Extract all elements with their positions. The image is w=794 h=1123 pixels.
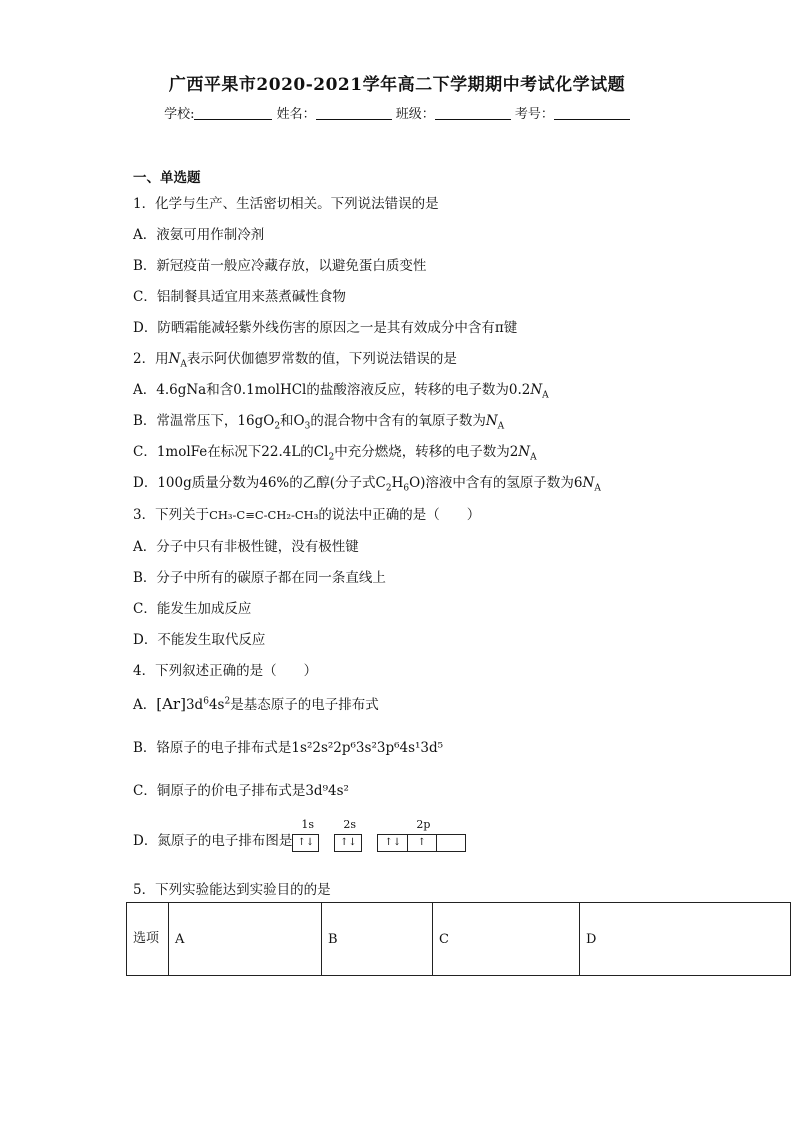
table-header-cell: 选项 [127, 903, 169, 976]
na-sub: A [180, 359, 187, 370]
q2-stem-post: 表示阿伏伽德罗常数的值，下列说法错误的是 [186, 351, 457, 367]
table-header-cell: B [322, 903, 433, 976]
q2-b-pre: B．常温常压下，16gO [133, 413, 275, 429]
empty-orbital [436, 835, 465, 851]
argon-core: [Ar] [156, 695, 186, 713]
school-blank[interactable] [194, 106, 272, 120]
q3-option-a: A．分子中只有非极性键，没有极性键 [133, 539, 359, 555]
q1-option-a: A．液氨可用作制冷剂 [133, 227, 265, 243]
exam-title: 广西平果市2020-2021学年高二下学期期中考试化学试题 [168, 75, 626, 95]
na-symbol: N [485, 413, 498, 429]
na-symbol: N [168, 351, 181, 367]
q4-option-b [133, 736, 443, 756]
q2-option-a [133, 378, 549, 401]
table-header-cell: C [433, 903, 580, 976]
nitrogen-orbital-diagram [292, 818, 472, 854]
q2-c-pre: C．1molFe在标况下22.4L的Cl [133, 444, 329, 460]
pentyne-formula: CH₃-C≡C-CH₂-CH₃ [209, 508, 319, 522]
number-blank[interactable] [554, 106, 630, 120]
na-sub: A [542, 390, 549, 401]
q2-option-b [133, 409, 505, 432]
number-label: 考号： [514, 107, 554, 122]
sub-6: 6 [403, 483, 410, 494]
q2-stem-pre: 2．用 [133, 351, 169, 367]
q4-d-pre: D．氮原子的电子排布图是 [133, 833, 293, 849]
sub-2: 2 [328, 452, 335, 463]
q2-option-d [133, 471, 601, 494]
name-label: 姓名： [276, 107, 316, 122]
q4-option-d [133, 818, 472, 854]
sub-3: 3 [304, 421, 311, 432]
orbital-box-2s [334, 834, 362, 852]
na-symbol: N [518, 444, 531, 460]
q4-stem: 4．下列叙述正确的是（ ） [133, 663, 318, 679]
q4-c-pre: C．铜原子的价电子排布式是 [133, 783, 306, 799]
q4-option-c [133, 779, 349, 799]
sup-2: 2 [224, 696, 231, 707]
q1-option-c: C．铝制餐具适宜用来蒸煮碱性食物 [133, 289, 346, 305]
q1-option-b: B．新冠疫苗一般应冷藏存放，以避免蛋白质变性 [133, 258, 427, 274]
q1-option-d: D．防晒霜能减轻紫外线伤害的原因之一是其有效成分中含有π键 [133, 320, 518, 336]
na-symbol: N [582, 475, 595, 491]
sub-2: 2 [274, 421, 281, 432]
arrow-up-icon: ↑ [407, 835, 437, 851]
config-4s: 4s [208, 697, 225, 713]
q3-stem-pre: 3．下列关于 [133, 507, 210, 523]
table-row [127, 903, 791, 976]
table-header-cell: A [169, 903, 322, 976]
q2-a-text: A．4.6gNa和含0.1molHCl的盐酸溶液反应，转移的电子数为0.2 [133, 382, 531, 398]
sup-6: 6 [203, 696, 209, 707]
orbital-box-1s [292, 834, 319, 852]
q2-b-mid: 和O [280, 413, 305, 429]
section-heading: 一、单选题 [133, 170, 201, 186]
sub-2: 2 [385, 483, 392, 494]
config-3d: 3d [185, 697, 204, 713]
arrow-pair-icon: ↑↓ [297, 837, 315, 848]
q3-stem [133, 503, 480, 523]
q2-stem [133, 347, 457, 370]
q5-options-table [126, 902, 791, 976]
name-blank[interactable] [316, 106, 392, 120]
q2-d-h: H [391, 475, 404, 491]
q4-option-a [133, 693, 379, 713]
orbital-label-2s: 2s [343, 818, 356, 831]
q2-d-pre: D．100g质量分数为46%的乙醇(分子式C [133, 475, 386, 491]
class-label: 班级： [395, 107, 435, 122]
q2-b-post: 的混合物中含有的氧原子数为 [310, 413, 486, 429]
q4-a-post: 是基态原子的电子排布式 [230, 697, 379, 713]
q3-option-c: C．能发生加成反应 [133, 601, 252, 617]
class-blank[interactable] [435, 106, 511, 120]
copper-config: 3d⁹4s² [305, 783, 349, 799]
q1-stem: 1．化学与生产、生活密切相关。下列说法错误的是 [133, 196, 439, 212]
chromium-config: 1s²2s²2p⁶3s²3p⁶4s¹3d⁵ [291, 740, 444, 756]
q2-option-c [133, 440, 537, 463]
orbital-box-2p [377, 834, 466, 852]
na-sub: A [594, 483, 601, 494]
table-header-cell: D [580, 903, 791, 976]
na-sub: A [530, 452, 537, 463]
school-label: 学校: [164, 107, 195, 122]
q5-stem: 5．下列实验能达到实验目的的是 [133, 882, 331, 898]
na-sub: A [497, 421, 505, 432]
arrow-pair-icon: ↑↓ [378, 835, 408, 851]
q2-c-post: 中充分燃烧，转移的电子数为2 [334, 444, 519, 460]
q3-stem-post: 的说法中正确的是（ ） [318, 507, 481, 523]
q3-option-b: B．分子中所有的碳原子都在同一条直线上 [133, 570, 386, 586]
na-symbol: N [530, 382, 543, 398]
q2-d-o: O)溶液中含有的氢原子数为6 [409, 475, 583, 491]
q4-a-label: A． [133, 697, 157, 713]
arrow-pair-icon: ↑↓ [339, 837, 357, 848]
orbital-label-2p: 2p [416, 818, 431, 831]
orbital-label-1s: 1s [301, 818, 314, 831]
q3-option-d: D．不能发生取代反应 [133, 632, 266, 648]
student-info-line [0, 103, 794, 122]
q4-b-pre: B．铬原子的电子排布式是 [133, 740, 292, 756]
